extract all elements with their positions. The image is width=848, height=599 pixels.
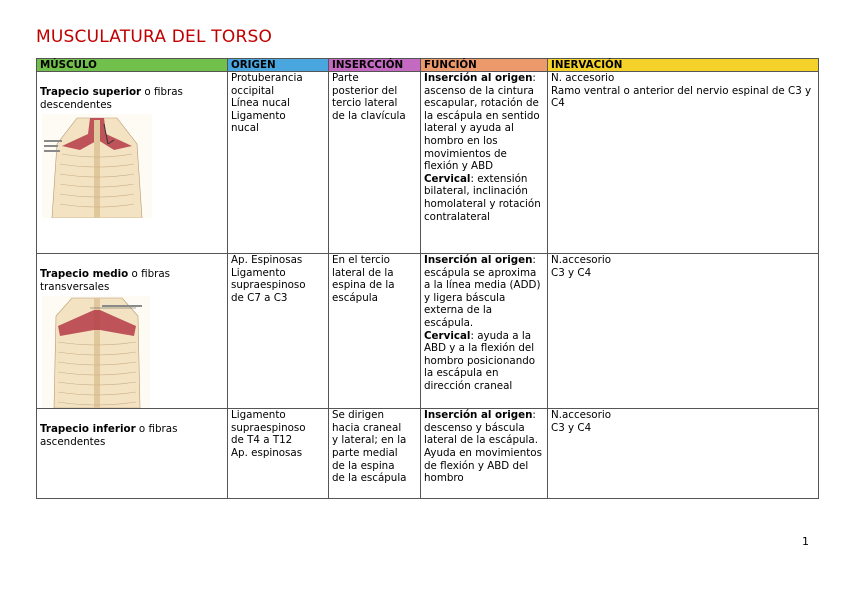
origen-line: de C7 a C3 <box>231 291 288 304</box>
table-row <box>37 72 819 254</box>
origen-line: Línea nucal <box>231 97 290 110</box>
inervacion-cell <box>548 254 819 409</box>
muscle-name-rest: o fibras transversales <box>40 268 171 293</box>
table-header-row <box>37 59 819 72</box>
inervacion-line: C3 y C4 <box>551 266 592 279</box>
insercion-cell <box>329 254 421 409</box>
header-inervacion: INERVACIÓN <box>548 59 819 72</box>
funcion-text: : ascenso de la cintura escapular, rotación de la escápula en sentido lateral y ayuda al hombro en los movimientos de flexión y ABD <box>424 72 540 173</box>
insercion-line: de la clavícula <box>332 109 406 122</box>
funcion-paragraph <box>424 330 544 393</box>
inervacion-cell <box>548 72 819 254</box>
origen-cell <box>228 254 329 409</box>
funcion-cell <box>421 72 548 254</box>
funcion-text: : ayuda a la ABD y a la flexión del hombro posicionando la escápula en dirección craneal <box>424 329 536 392</box>
inervacion-line: Ramo ventral o anterior del nervio espinal de C3 y C4 <box>551 84 812 110</box>
insercion-line: lateral de la <box>332 266 394 279</box>
insercion-line: espina de la <box>332 279 395 292</box>
header-musculo: MÚSCULO <box>37 59 228 72</box>
inervacion-line: C3 y C4 <box>551 421 592 434</box>
header-insercion: INSERCCIÓN <box>329 59 421 72</box>
funcion-cell <box>421 254 548 409</box>
funcion-paragraph <box>424 173 544 223</box>
muscle-name-bold: Trapecio medio <box>40 268 129 280</box>
muscle-table <box>36 58 819 499</box>
insercion-line: posterior del <box>332 84 398 97</box>
origen-line: Protuberancia <box>231 72 303 84</box>
page-title: MUSCULATURA DEL TORSO <box>36 27 273 47</box>
funcion-text: : descenso y báscula lateral de la escápula. Ayuda en movimientos de flexión y ABD del hombro <box>424 409 542 485</box>
insercion-line: Parte <box>332 72 359 84</box>
origen-line: Ap. espinosas <box>231 446 303 459</box>
funcion-paragraph <box>424 254 544 330</box>
muscle-name-bold: Trapecio inferior <box>40 423 136 436</box>
insercion-cell <box>329 409 421 499</box>
muscle-cell <box>37 254 228 409</box>
muscle-name-rest: o fibras ascendentes <box>40 423 178 448</box>
muscle-name <box>40 86 224 111</box>
page-number: 1 <box>802 535 809 548</box>
muscle-name <box>40 268 224 293</box>
insercion-cell <box>329 72 421 254</box>
header-funcion: FUNCIÓN <box>421 59 548 72</box>
funcion-cell <box>421 409 548 499</box>
origen-line: Ap. Espinosas <box>231 254 303 266</box>
funcion-text: : escápula se aproxima a la línea media (ADD) y ligera báscula externa de la escápula. <box>424 254 541 329</box>
origen-line: occipital <box>231 84 275 97</box>
funcion-bold: Inserción al origen <box>424 72 533 84</box>
funcion-bold: Cervical <box>424 172 471 185</box>
header-origen: ORIGEN <box>228 59 329 72</box>
inervacion-line: N.accesorio <box>551 409 612 422</box>
origen-line: Ligamento <box>231 266 286 279</box>
origen-line: de T4 a T12 <box>231 434 293 447</box>
origen-line: nucal <box>231 122 259 135</box>
muscle-name-bold: Trapecio superior <box>40 86 142 98</box>
origen-line: Ligamento <box>231 109 286 122</box>
trapezius-upper-illustration <box>42 114 152 218</box>
funcion-paragraph <box>424 72 544 173</box>
insercion-line: parte medial <box>332 446 398 459</box>
origen-line: supraespinoso <box>231 421 306 434</box>
insercion-line: hacia craneal <box>332 421 402 434</box>
muscle-cell <box>37 409 228 499</box>
funcion-bold: Inserción al origen <box>424 254 533 266</box>
insercion-line: de la escápula <box>332 472 407 485</box>
insercion-line: y lateral; en la <box>332 434 407 447</box>
insercion-line: Se dirigen <box>332 409 385 422</box>
table-row <box>37 254 819 409</box>
inervacion-cell <box>548 409 819 499</box>
inervacion-line: N. accesorio <box>551 72 615 84</box>
muscle-name <box>40 423 224 448</box>
table-row <box>37 409 819 499</box>
muscle-cell <box>37 72 228 254</box>
inervacion-line: N.accesorio <box>551 254 612 266</box>
origen-cell <box>228 409 329 499</box>
trapezius-middle-illustration <box>42 296 150 408</box>
insercion-line: de la espina <box>332 459 395 472</box>
insercion-line: tercio lateral <box>332 97 398 110</box>
funcion-bold: Cervical <box>424 329 471 342</box>
origen-line: supraespinoso <box>231 279 306 292</box>
funcion-bold: Inserción al origen <box>424 409 533 422</box>
funcion-paragraph <box>424 409 544 485</box>
insercion-line: escápula <box>332 291 378 304</box>
insercion-line: En el tercio <box>332 254 390 266</box>
funcion-text: : extensión bilateral, inclinación homolateral y rotación contralateral <box>424 172 541 223</box>
origen-line: Ligamento <box>231 409 286 422</box>
muscle-name-rest: o fibras descendentes <box>40 86 183 111</box>
origen-cell <box>228 72 329 254</box>
